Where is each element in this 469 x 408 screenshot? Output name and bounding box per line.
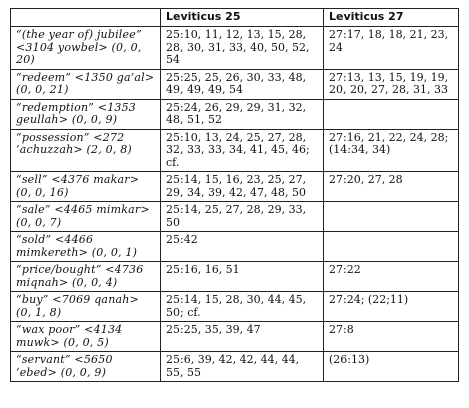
table-row [11, 322, 459, 352]
table-row [11, 232, 459, 262]
header-leviticus-25: Leviticus 25 [161, 9, 324, 27]
term-cell: “price/bought” <4736 miqnah> (0, 0, 4) [11, 262, 161, 292]
lev27-cell [324, 99, 459, 129]
lev25-cell: 25:24, 26, 29, 29, 31, 32, 48, 51, 52 [161, 99, 324, 129]
lev25-cell: 25:14, 15, 16, 23, 25, 27, 29, 34, 39, 42, 47, 48, 50 [161, 172, 324, 202]
term-cell: “possession” <272 ’achuzzah> (2, 0, 8) [11, 129, 161, 172]
term-cell: “servant” <5650 ‘ebed> (0, 0, 9) [11, 352, 161, 382]
lev25-cell: 25:14, 25, 27, 28, 29, 33, 50 [161, 202, 324, 232]
lev27-cell: (26:13) [324, 352, 459, 382]
table-row [11, 27, 459, 70]
term-cell: “(the year of) jubilee” <3104 yowbel> (0, 0, 20) [11, 27, 161, 70]
lev25-cell: 25:10, 11, 12, 13, 15, 28, 28, 30, 31, 33, 40, 50, 52, 54 [161, 27, 324, 70]
lev25-cell: 25:25, 25, 26, 30, 33, 48, 49, 49, 49, 54 [161, 69, 324, 99]
header-row [11, 9, 459, 27]
term-cell: “redemption” <1353 geullah> (0, 0, 9) [11, 99, 161, 129]
lev25-cell: 25:14, 15, 28, 30, 44, 45, 50; cf. [161, 292, 324, 322]
term-cell: “sale” <4465 mimkar> (0, 0, 7) [11, 202, 161, 232]
lev27-cell: 27:22 [324, 262, 459, 292]
term-cell: “buy” <7069 qanah> (0, 1, 8) [11, 292, 161, 322]
lev27-cell: 27:13, 13, 15, 19, 19, 20, 20, 27, 28, 31, 33 [324, 69, 459, 99]
lev27-cell [324, 232, 459, 262]
table-row [11, 202, 459, 232]
table-row [11, 129, 459, 172]
term-cell: “wax poor” <4134 muwk> (0, 0, 5) [11, 322, 161, 352]
lev25-cell: 25:42 [161, 232, 324, 262]
lev27-cell: 27:16, 21, 22, 24, 28; (14:34, 34) [324, 129, 459, 172]
table-row [11, 69, 459, 99]
lev27-cell: 27:24; (22;11) [324, 292, 459, 322]
table-row [11, 352, 459, 382]
table-row [11, 292, 459, 322]
lev25-cell: 25:6, 39, 42, 42, 44, 44, 55, 55 [161, 352, 324, 382]
lev27-cell: 27:20, 27, 28 [324, 172, 459, 202]
term-cell: “sold” <4466 mimkereth> (0, 0, 1) [11, 232, 161, 262]
term-cell: “sell” <4376 makar> (0, 0, 16) [11, 172, 161, 202]
table-row [11, 99, 459, 129]
concordance-table [10, 8, 459, 382]
lev27-cell: 27:8 [324, 322, 459, 352]
lev27-cell: 27:17, 18, 18, 21, 23, 24 [324, 27, 459, 70]
header-leviticus-27: Leviticus 27 [324, 9, 459, 27]
table-row [11, 262, 459, 292]
lev25-cell: 25:16, 16, 51 [161, 262, 324, 292]
header-term [11, 9, 161, 27]
term-cell: “redeem” <1350 ga’al> (0, 0, 21) [11, 69, 161, 99]
table-row [11, 172, 459, 202]
lev25-cell: 25:10, 13, 24, 25, 27, 28, 32, 33, 33, 34, 41, 45, 46; cf. [161, 129, 324, 172]
lev25-cell: 25:25, 35, 39, 47 [161, 322, 324, 352]
lev27-cell [324, 202, 459, 232]
